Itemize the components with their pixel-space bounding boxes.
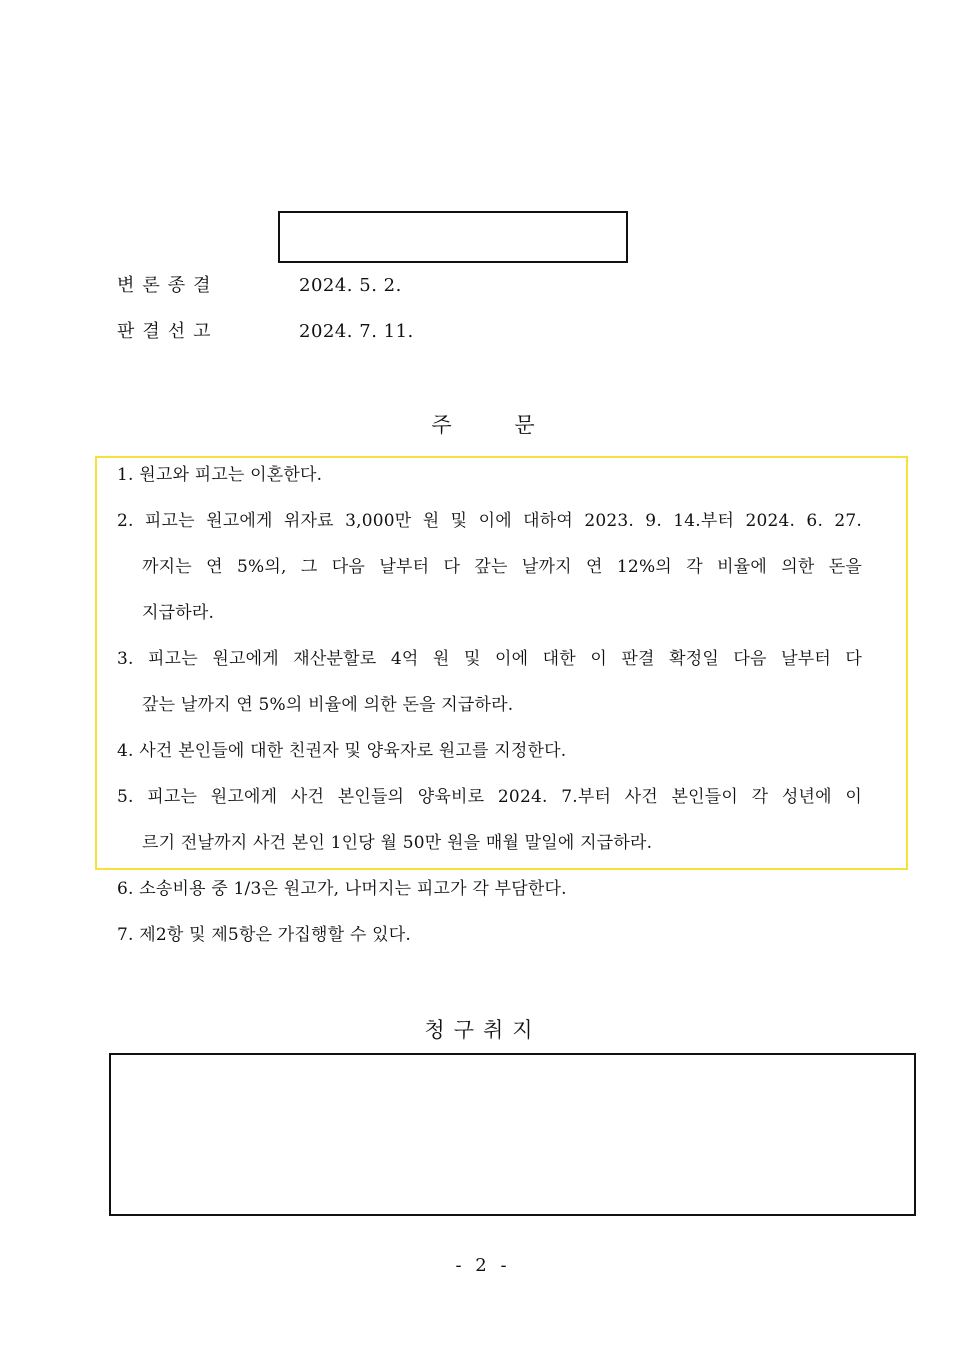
order-line-5: 5. 피고는 원고에게 사건 본인들의 양육비로 2024. 7.부터 사건 본인들이 각 성년에 이 xyxy=(117,787,862,807)
order-line-2-end: 지급하라. xyxy=(142,603,215,623)
closing-label: 변론종결 xyxy=(117,275,219,296)
redacted-party-box xyxy=(278,211,628,263)
closing-date: 2024. 5. 2. xyxy=(299,275,402,296)
order-line-2: 2. 피고는 원고에게 위자료 3,000만 원 및 이에 대하여 2023. 9. 14.부터 2024. 6. 27. xyxy=(117,511,862,531)
order-line-6: 6. 소송비용 중 1/3은 원고가, 나머지는 피고가 각 부담한다. xyxy=(117,879,567,899)
order-line-3: 3. 피고는 원고에게 재산분할로 4억 원 및 이에 대한 이 판결 확정일 다음 날부터 다 xyxy=(117,649,862,669)
verdict-label: 판결선고 xyxy=(117,321,219,342)
order-title: 주 문 xyxy=(431,413,535,437)
claim-title: 청구취지 xyxy=(424,1018,542,1042)
page-number: - 2 - xyxy=(455,1255,511,1276)
order-line-4: 4. 사건 본인들에 대한 친권자 및 양육자로 원고를 지정한다. xyxy=(117,741,567,761)
order-line-7: 7. 제2항 및 제5항은 가집행할 수 있다. xyxy=(117,925,411,945)
order-line-2-cont: 까지는 연 5%의, 그 다음 날부터 다 갚는 날까지 연 12%의 각 비율에 의한 돈을 xyxy=(142,557,862,577)
redacted-claim-box xyxy=(109,1053,916,1216)
order-line-3-cont: 갚는 날까지 연 5%의 비율에 의한 돈을 지급하라. xyxy=(142,695,514,715)
verdict-date: 2024. 7. 11. xyxy=(299,321,414,342)
order-line-1: 1. 원고와 피고는 이혼한다. xyxy=(117,465,323,485)
order-line-5-cont: 르기 전날까지 사건 본인 1인당 월 50만 원을 매월 말일에 지급하라. xyxy=(142,833,653,853)
